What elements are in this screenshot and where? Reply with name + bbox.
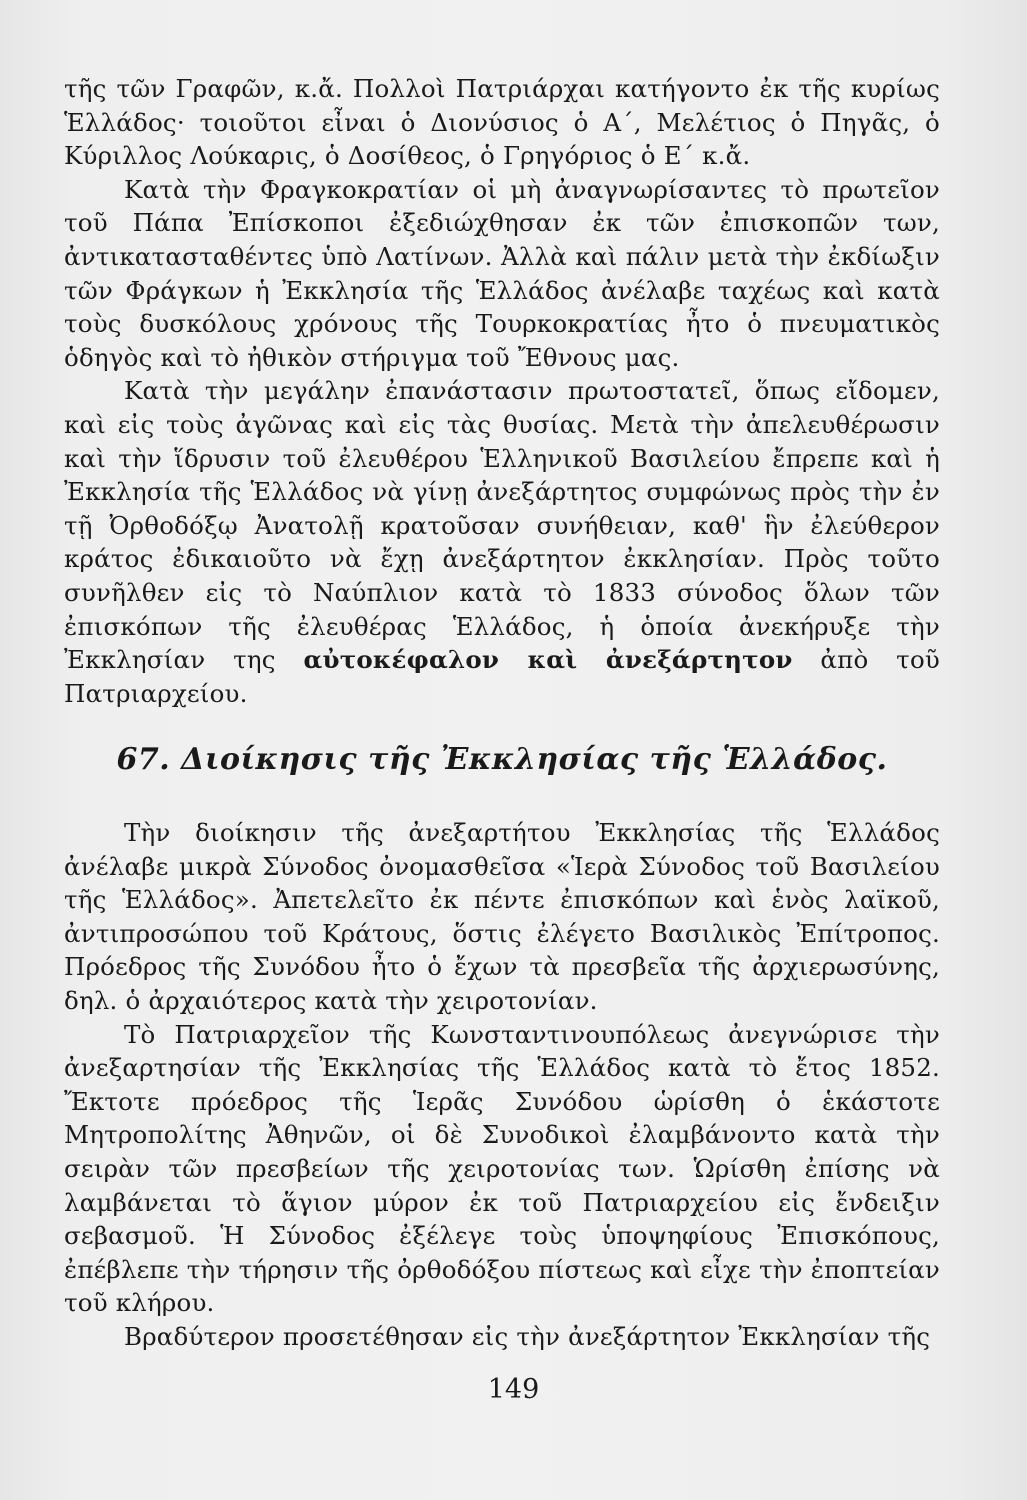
paragraph-revolution — [64, 374, 940, 710]
section-heading: 67. Διοίκησις τῆς Ἐκκλησίας τῆς Ἑλλάδος. — [116, 742, 888, 777]
bold-term-conjunction: καὶ — [499, 645, 606, 675]
page-number: 149 — [487, 1374, 540, 1405]
paragraph-continuation: τῆς τῶν Γραφῶν, κ.ἄ. Πολλοὶ Πατριάρχαι κατήγοντο ἐκ τῆς κυρίως Ἑλλάδος· τοιοῦτοι εἶναι ὁ Διονύσιος ὁ Α΄, Μελέτιος ὁ Πηγᾶς, ὁ Κύριλλος Λούκαρις, ὁ Δοσίθεος, ὁ Γρηγόριος ὁ Ε΄ κ.ἄ. — [64, 74, 940, 171]
bottom-text-block — [64, 816, 940, 1354]
paragraph-revolution-end: ἀπὸ τοῦ Πατριαρχείου. — [64, 645, 940, 708]
paragraph-patriarchate: Τὸ Πατριαρχεῖον τῆς Κωνσταντινουπόλεως ἀνεγνώρισε τὴν ἀνεξαρτησίαν τῆς Ἐκκλησίας τῆς Ἑλλάδος κατὰ τὸ ἔτος 1852. Ἔκτοτε πρόεδρος τῆς Ἱερᾶς Συνόδου ὡρίσθη ὁ ἑκάστοτε Μητροπολίτης Ἀθηνῶν, οἱ δὲ Συνοδικοὶ ἐλαμβάνοντο κατὰ τὴν σειρὰν τῶν πρεσβείων τῆς χειροτονίας των. Ὡρίσθη ἐπίσης νὰ λαμβάνεται τὸ ἅγιον μύρον ἐκ τοῦ Πατριαρχείου εἰς ἔνδειξιν σεβασμοῦ. Ἡ Σύνοδος ἐξέλεγε τοὺς ὑποψηφίους Ἐπισκόπους, ἐπέβλεπε τὴν τήρησιν τῆς ὀρθοδόξου πίστεως καὶ εἶχε τὴν ἐποπτείαν τοῦ κλήρου. — [64, 1019, 940, 1318]
paragraph-administration: Τὴν διοίκησιν τῆς ἀνεξαρτήτου Ἐκκλησίας τῆς Ἑλλάδος ἀνέλαβε μικρὰ Σύνοδος ὀνομασθεῖσα «Ἱερὰ Σύνοδος τοῦ Βασιλείου τῆς Ἑλλάδος». Ἀπετελεῖτο ἐκ πέντε ἐπισκόπων καὶ ἑνὸς λαϊκοῦ, ἀντιπροσώπου τοῦ Κράτους, ὅστις ἐλέγετο Βασιλικὸς Ἐπίτροπος. Πρόεδρος τῆς Συνόδου ἦτο ὁ ἔχων τὰ πρεσβεῖα τῆς ἀρχιερωσύνης, δηλ. ὁ ἀρχαιότερος κατὰ τὴν χειροτονίαν. — [64, 818, 940, 1015]
paragraph-revolution-text: Κατὰ τὴν μεγάλην ἐπανάστασιν πρωτοστατεῖ, ὅπως εἴδομεν, καὶ εἰς τοὺς ἀγῶνας καὶ εἰς τὰς θυσίας. Μετὰ τὴν ἀπελευθέρωσιν καὶ τὴν ἵδρυσιν τοῦ ἐλευθέρου Ἑλληνικοῦ Βασιλείου ἔπρεπε καὶ ἡ Ἐκκλησία τῆς Ἑλλάδος νὰ γίνῃ ἀνεξάρτητος συμφώνως πρὸς τὴν ἐν τῇ Ὀρθοδόξῳ Ἀνατολῇ κρατοῦσαν συνήθειαν, καθ' ἣν ἐλεύθερον κράτος ἐδικαιοῦτο νὰ ἔχῃ ἀνεξάρτητον ἐκκλησίαν. Πρὸς τοῦτο συνῆλθεν εἰς τὸ Ναύπλιον κατὰ τὸ 1833 σύνοδος ὅλων τῶν ἐπισκόπων τῆς ἐλευθέρας Ἑλλάδος, ἡ ὁποία ἀνεκήρυξε τὴν Ἐκκλησίαν της — [64, 376, 940, 675]
paragraph-later-additions: Βραδύτερον προσετέθησαν εἰς τὴν ἀνεξάρτητον Ἐκκλησίαν τῆς — [124, 1321, 931, 1351]
bold-term-autocephalous: αὐτοκέφαλον — [303, 645, 500, 675]
paragraph-frankish-period: Κατὰ τὴν Φραγκοκρατίαν οἱ μὴ ἀναγνωρίσαντες τὸ πρωτεῖον τοῦ Πάπα Ἐπίσκοποι ἐξεδιώχθησαν ἐκ τῶν ἐπισκοπῶν των, ἀντικατασταθέντες ὑπὸ Λατίνων. Ἀλλὰ καὶ πάλιν μετὰ τὴν ἐκδίωξιν τῶν Φράγκων ἡ Ἐκκλησία τῆς Ἑλλάδος ἀνέλαβε ταχέως καὶ κατὰ τοὺς δυσκόλους χρόνους τῆς Τουρκοκρατίας ἦτο ὁ πνευματικὸς ὁδηγὸς καὶ τὸ ἠθικὸν στήριγμα τοῦ Ἔθνους μας. — [64, 174, 940, 372]
bold-term-independent: ἀνεξάρτητον — [605, 645, 793, 675]
top-text-block — [64, 72, 940, 710]
